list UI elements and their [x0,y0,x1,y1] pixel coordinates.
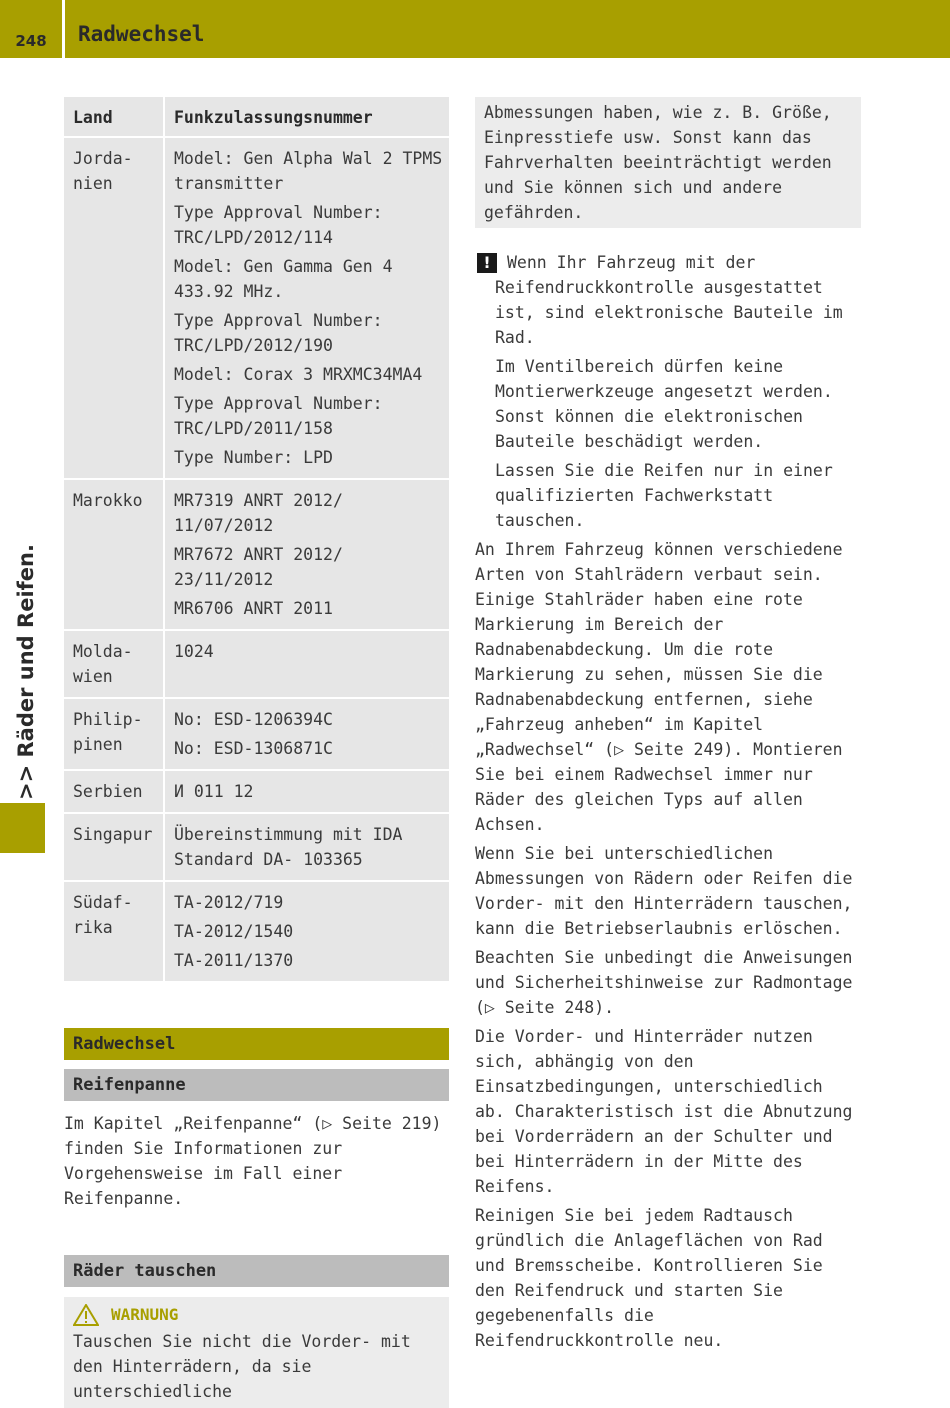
table-cell-numbers [164,881,449,982]
table-row [64,770,449,813]
approval-number: Model: Corax 3 MRXMC34MA4 [174,365,423,384]
approval-number: No: ESD-1206394C [174,710,333,729]
table-cell-country: Molda- wien [64,630,164,698]
approval-number: MR6706 ANRT 2011 [174,599,333,618]
warning-triangle-icon [73,1304,99,1326]
table-cell-numbers [164,813,449,881]
note-block [475,250,861,533]
warning-continuation: Abmessungen haben, wie z. B. Größe, Einpresstiefe usw. Sonst kann das Fahrverhalten beeinträchtigt werden und Sie können sich und andere gefährden. [475,97,861,228]
approval-number: MR7672 ANRT 2012/ 23/11/2012 [174,545,343,589]
approval-number: И 011 12 [174,782,254,801]
approval-number: Type Approval Number: TRC/LPD/2012/190 [174,311,383,355]
approval-number: TA-2012/1540 [174,922,294,941]
table-body [64,137,449,982]
table-cell-numbers [164,770,449,813]
body-paragraph: Wenn Sie bei unterschiedlichen Abmessungen von Rädern oder Reifen die Vorder- mit den Hinterrädern tauschen, kann die Betriebserlaubnis erlöschen. [475,844,853,938]
approval-number: Model: Gen Gamma Gen 4 433.92 MHz. [174,257,393,301]
radio-approval-table [64,97,449,983]
table-cell-country: Marokko [64,479,164,630]
right-column [475,97,861,1353]
approval-number: TA-2012/719 [174,893,284,912]
note-paragraph: Im Ventilbereich dürfen keine Montierwerkzeuge angesetzt werden. Sonst können die elektronischen Bauteile beschädigt werden. [495,357,833,451]
page-number: 248 [15,32,47,50]
table-row [64,137,449,479]
table-cell-numbers [164,479,449,630]
header-divider [62,0,65,58]
table-row [64,630,449,698]
table-header-row [64,97,449,137]
left-column [64,97,449,1408]
table-cell-country: Jorda- nien [64,137,164,479]
table-row [64,881,449,982]
table-cell-numbers [164,137,449,479]
approval-number: Model: Gen Alpha Wal 2 TPMS transmitter [174,149,443,193]
note-paragraph: Lassen Sie die Reifen nur in einer qualifizierten Fachwerkstatt tauschen. [495,461,833,530]
table-header-country: Land [64,97,164,137]
table-row [64,813,449,881]
approval-number: 1024 [174,642,214,661]
warning-box [64,1297,449,1408]
approval-number: MR7319 ANRT 2012/ 11/07/2012 [174,491,343,535]
approval-number: No: ESD-1306871C [174,739,333,758]
body-paragraph: An Ihrem Fahrzeug können verschiedene Arten von Stahlrädern verbaut sein. Einige Stahlräder haben eine rote Markierung im Bereich der Radnabenabdeckung. Um die rote Markierung zu sehen, müssen Sie die Radnabenabdeckung entfernen, siehe „Fahrzeug anheben“ im Kapitel „Radwechsel“ (▷ Seite 249). Montieren Sie bei einem Radwechsel immer nur Räder des gleichen Typs auf allen Achsen. [475,540,843,834]
section-title-reifenpanne: Reifenpanne [64,1069,449,1101]
table-header-number: Funkzulassungsnummer [164,97,449,137]
table-row [64,698,449,770]
exclamation-icon: ! [477,253,497,273]
warning-text: Tauschen Sie nicht die Vorder- mit den Hinterrädern, da sie unterschiedliche [73,1332,411,1401]
note-paragraph: Wenn Ihr Fahrzeug mit der Reifendruckkontrolle ausgestattet ist, sind elektronische Bauteile im Rad. [495,253,843,347]
table-cell-country: Südaf- rika [64,881,164,982]
approval-number: Type Approval Number: TRC/LPD/2012/114 [174,203,383,247]
chapter-side-marker [0,803,45,853]
chapter-side-label: >> Räder und Reifen. [14,544,38,800]
table-row [64,479,449,630]
body-paragraph: Beachten Sie unbedingt die Anweisungen und Sicherheitshinweise zur Radmontage (▷ Seite 248). [475,948,853,1017]
flat-tire-paragraph: Im Kapitel „Reifenpanne“ (▷ Seite 219) finden Sie Informationen zur Vorgehensweise im Fall einer Reifenpanne. [64,1114,442,1208]
approval-number: Type Approval Number: TRC/LPD/2011/158 [174,394,383,438]
table-cell-country: Serbien [64,770,164,813]
table-cell-country: Singapur [64,813,164,881]
approval-number: Type Number: LPD [174,448,333,467]
approval-number: TA-2011/1370 [174,951,294,970]
table-cell-numbers [164,698,449,770]
page-title: Radwechsel [78,22,205,46]
section-title-radwechsel: Radwechsel [64,1028,449,1060]
table-cell-country: Philip- pinen [64,698,164,770]
table-cell-numbers [164,630,449,698]
body-paragraph: Reinigen Sie bei jedem Radtausch gründlich die Anlageflächen von Rad und Bremsscheibe. Kontrollieren Sie den Reifendruck und starten Sie gegebenenfalls die Reifendruckkontrolle neu. [475,1206,823,1350]
warning-label: WARNUNG [111,1305,179,1324]
approval-number: Übereinstimmung mit IDA Standard DA- 103365 [174,825,403,869]
section-title-raeder-tauschen: Räder tauschen [64,1255,449,1287]
warning-header [73,1301,440,1329]
body-paragraph: Die Vorder- und Hinterräder nutzen sich, abhängig von den Einsatzbedingungen, unterschiedlich ab. Charakteristisch ist die Abnutzung bei Vorderrädern an der Schulter und bei Hinterrädern in der Mitte des Reifens. [475,1027,853,1196]
